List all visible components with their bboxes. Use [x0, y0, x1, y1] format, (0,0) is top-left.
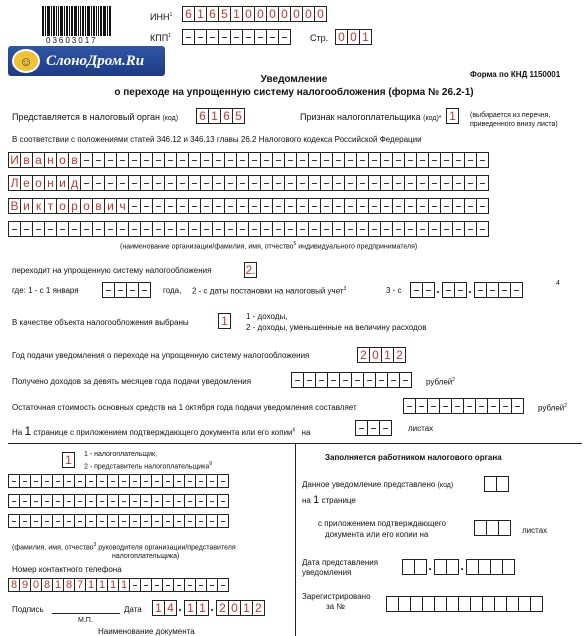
date-cell[interactable]: 1 — [240, 600, 253, 616]
kpp-cell[interactable] — [278, 29, 291, 45]
inn-cell[interactable]: 6 — [206, 6, 219, 22]
signer-name-row[interactable] — [8, 514, 228, 528]
transition-date-field[interactable] — [410, 282, 522, 298]
kpp-label: КПП$^1$ — [150, 33, 171, 43]
name-cell[interactable]: и — [20, 198, 33, 214]
office-reg-label: Зарегистрировано за № — [302, 592, 371, 611]
name-row[interactable] — [8, 175, 488, 191]
name-cell[interactable]: к — [32, 198, 45, 214]
year-cell[interactable]: 2 — [393, 347, 406, 363]
income-label: Получено доходов за девять месяцев года подачи уведомления — [12, 377, 252, 386]
signer-name-fields[interactable] — [8, 474, 228, 534]
registration-cell[interactable] — [530, 596, 543, 612]
office-section-title: Заполняется работником налогового органа — [325, 453, 502, 462]
name-cell[interactable] — [476, 198, 489, 214]
phone-cell[interactable]: 0 — [30, 578, 42, 592]
year-cell[interactable]: 1 — [381, 347, 394, 363]
office-on-line: на 1 странице — [302, 494, 356, 506]
name-cell[interactable]: в — [68, 152, 81, 168]
watermark-text: СлоноДром.Ru — [46, 52, 145, 69]
name-cell[interactable] — [476, 175, 489, 191]
phone-cell[interactable]: 1 — [85, 578, 97, 592]
elephant-icon: ☺ — [12, 49, 40, 73]
name-row[interactable] — [8, 221, 488, 237]
barcode — [42, 6, 112, 36]
office-code-cell[interactable] — [496, 476, 509, 492]
transition-year-label: года, — [163, 286, 182, 295]
tax-office-code-cell[interactable]: 1 — [208, 108, 221, 124]
signer-name-row[interactable] — [8, 494, 228, 508]
pages-line: На 1 странице с приложением подтверждающего документа или его копии$^6$ на — [12, 424, 311, 438]
object-label: В качестве объекта налогообложения выбраны — [12, 318, 189, 327]
name-cell[interactable] — [476, 152, 489, 168]
year-cell[interactable]: 2 — [357, 347, 370, 363]
mp-label: М.П. — [78, 617, 93, 624]
taxpayer-attr-label: Признак налогоплательщика (код)* — [300, 112, 442, 122]
phone-cell[interactable]: 8 — [8, 578, 20, 592]
barcode-number: 03603017 — [46, 36, 98, 45]
date-cell[interactable] — [454, 282, 467, 298]
inn-cell[interactable]: 1 — [194, 6, 207, 22]
inn-cell[interactable]: 0 — [302, 6, 315, 22]
phone-cell[interactable] — [217, 578, 229, 592]
signer-name-cell[interactable] — [217, 494, 229, 508]
name-cell[interactable]: д — [68, 175, 81, 191]
year-field[interactable] — [357, 347, 405, 363]
signer-name-row[interactable] — [8, 474, 228, 488]
inn-cell[interactable]: 6 — [182, 6, 195, 22]
income-cell[interactable] — [399, 372, 412, 388]
object-field[interactable] — [218, 313, 230, 329]
office-line1: Данное уведомление представлено (код) — [302, 480, 454, 489]
inn-cell[interactable]: 0 — [290, 6, 303, 22]
office-date-cell[interactable] — [502, 559, 515, 575]
name-row[interactable] — [8, 152, 488, 168]
date-cell[interactable]: 1 — [196, 600, 209, 616]
name-caption: (наименование организации/фамилия, имя, отчество$^5$ индивидуального предпринимателя) — [120, 241, 418, 251]
signer-type-field[interactable] — [62, 452, 74, 468]
date-cell[interactable]: 1 — [184, 600, 197, 616]
doc-name-label: Наименование документа — [98, 627, 195, 636]
transition-opt3: 3 - с — [386, 286, 402, 295]
office-attach1: с приложением подтверждающего — [318, 519, 447, 528]
date-cell[interactable]: 0 — [228, 600, 241, 616]
page-cell[interactable]: 1 — [359, 29, 372, 45]
inn-cell[interactable]: 0 — [314, 6, 327, 22]
phone-cell[interactable]: 9 — [19, 578, 31, 592]
year-label: Год подачи уведомления о переходе на упрощенную систему налогообложения — [12, 351, 310, 360]
title-line1: Уведомление — [260, 74, 328, 85]
name-cell[interactable]: в — [92, 198, 105, 214]
name-cell[interactable]: И — [8, 152, 21, 168]
pages-suffix: листах — [408, 424, 434, 433]
date-cell[interactable] — [510, 282, 523, 298]
name-cell[interactable]: и — [56, 175, 69, 191]
phone-label: Номер контактного телефона — [12, 565, 122, 574]
legal-basis: В соответствии с положениями статей 346.12 и 346.13 главы 26.2 Налогового кодекса Российской Федерации — [12, 135, 422, 144]
inn-cell[interactable]: 0 — [242, 6, 255, 22]
date-separator: . — [460, 559, 464, 573]
date-separator: . — [210, 600, 214, 614]
signer-type-cell[interactable]: 1 — [62, 452, 75, 468]
office-date-label: Дата представления уведомления — [302, 558, 379, 577]
name-cell[interactable]: а — [32, 152, 45, 168]
sheets-cell[interactable] — [379, 420, 392, 436]
transition-opt1: где: 1 - с 1 января — [12, 286, 79, 295]
name-cell[interactable]: Л — [8, 175, 21, 191]
signature-line[interactable] — [52, 613, 120, 614]
name-cell[interactable]: о — [56, 152, 69, 168]
date-separator: . — [178, 600, 182, 614]
attachment-sheets-field[interactable] — [355, 420, 391, 436]
date-separator: . — [468, 282, 472, 296]
assets-cell[interactable] — [511, 398, 524, 414]
object-opt2: 2 - доходы, уменьшенные на величину расходов — [246, 323, 427, 332]
tax-office-code-cell[interactable]: 6 — [196, 108, 209, 124]
signer-opt2: 2 - представитель налогоплательщика$^9$ — [84, 461, 213, 471]
office-sheets-cell[interactable] — [498, 520, 511, 536]
phone-cell[interactable]: 1 — [118, 578, 130, 592]
inn-cell[interactable]: 5 — [218, 6, 231, 22]
name-cell[interactable]: В — [8, 198, 21, 214]
inn-cell[interactable]: 1 — [230, 6, 243, 22]
tax-office-code-field[interactable] — [196, 108, 244, 124]
name-fields[interactable] — [8, 152, 488, 237]
transition-label: переходит на упрощенную систему налогообложения — [12, 266, 212, 275]
tax-office-code-cell[interactable]: 5 — [232, 108, 245, 124]
registration-number-field[interactable] — [386, 596, 542, 612]
name-cell[interactable] — [476, 221, 489, 237]
phone-cell[interactable]: 7 — [74, 578, 86, 592]
name-cell[interactable]: н — [44, 152, 57, 168]
sign-date-field[interactable] — [152, 600, 264, 616]
name-cell[interactable]: в — [20, 152, 33, 168]
signer-name-cell[interactable] — [217, 474, 229, 488]
page-cell[interactable]: 0 — [347, 29, 360, 45]
watermark-logo — [8, 46, 165, 76]
phone-cell[interactable]: 1 — [52, 578, 64, 592]
name-row[interactable] — [8, 198, 488, 214]
kpp-field[interactable] — [182, 29, 290, 45]
phone-cell[interactable]: 8 — [41, 578, 53, 592]
inn-cell[interactable]: 0 — [266, 6, 279, 22]
page-number-field[interactable] — [335, 29, 371, 45]
office-attach2: документа или его копии на — [325, 530, 429, 539]
signer-opt1: 1 - налогоплательщик, — [84, 451, 158, 458]
name-cell[interactable]: о — [80, 198, 93, 214]
name-cell[interactable]: р — [68, 198, 81, 214]
taxpayer-attr-note: (выбирается из перечня, приведенного внизу листа) — [470, 112, 558, 128]
object-opt1: 1 - доходы, — [246, 312, 288, 321]
transition-field[interactable] — [244, 262, 256, 278]
date-cell[interactable]: 2 — [216, 600, 229, 616]
transition-opt3-sup: 4 — [556, 280, 560, 287]
name-cell[interactable]: ч — [116, 198, 129, 214]
year-cell[interactable]: 0 — [369, 347, 382, 363]
date-cell[interactable] — [422, 282, 435, 298]
taxpayer-attr-cell[interactable]: 1 — [446, 108, 459, 124]
inn-label: ИНН$^1$ — [150, 12, 173, 22]
signer-caption: (фамилия, имя, отчество$^3$ руководителя организации/представителя налогоплательщика) — [12, 542, 236, 561]
assets-unit: рублей$^2$ — [538, 403, 568, 413]
transition-cell[interactable]: 2. — [245, 263, 256, 277]
tax-office-label: Представляется в налоговый орган (код) — [12, 112, 179, 122]
phone-cell[interactable]: 1 — [107, 578, 119, 592]
date-separator: . — [436, 282, 440, 296]
date-separator: . — [428, 559, 432, 573]
taxpayer-attr-field[interactable] — [446, 108, 458, 124]
date-label: Дата — [124, 605, 142, 614]
name-cell[interactable]: и — [104, 198, 117, 214]
transition-year-field[interactable] — [102, 282, 150, 298]
office-code-field[interactable] — [484, 476, 508, 492]
form-code: Форма по КНД 1150001 — [470, 70, 561, 79]
office-date-cell[interactable] — [446, 559, 459, 575]
income-field[interactable] — [291, 372, 411, 388]
date-cell[interactable]: 2 — [252, 600, 265, 616]
name-cell[interactable]: о — [32, 175, 45, 191]
object-cell[interactable]: 1 — [218, 313, 231, 329]
name-cell[interactable]: н — [44, 175, 57, 191]
name-cell[interactable]: т — [44, 198, 57, 214]
title-line2: о переходе на упрощенную систему налогообложения (форма № 26.2-1) — [114, 87, 474, 98]
assets-field[interactable] — [403, 398, 523, 414]
phone-cell[interactable]: 8 — [63, 578, 75, 592]
office-date-cell[interactable] — [414, 559, 427, 575]
phone-field[interactable] — [8, 578, 228, 592]
signer-name-cell[interactable] — [217, 514, 229, 528]
column-divider — [295, 443, 296, 636]
name-cell[interactable]: о — [56, 198, 69, 214]
office-date-field[interactable] — [402, 559, 514, 575]
transition-opt2: 2 - с даты постановки на налоговый учет$^3$ — [192, 286, 347, 296]
income-unit: рублей$^2$ — [426, 377, 456, 387]
office-attach-suffix: листах — [522, 526, 548, 535]
page-cell[interactable]: 0 — [335, 29, 348, 45]
date-cell[interactable]: 1 — [152, 600, 165, 616]
inn-field[interactable] — [182, 6, 326, 22]
assets-label: Остаточная стоимость основных средств на 1 октября года подачи уведомления составляет — [12, 403, 357, 412]
sign-label: Подпись — [12, 605, 44, 614]
inn-cell[interactable]: 0 — [254, 6, 267, 22]
name-cell[interactable]: е — [20, 175, 33, 191]
year-cell[interactable] — [138, 282, 151, 298]
tax-office-code-cell[interactable]: 6 — [220, 108, 233, 124]
page-label: Стр. — [310, 33, 329, 43]
phone-cell[interactable]: 1 — [96, 578, 108, 592]
date-cell[interactable]: 4 — [164, 600, 177, 616]
office-sheets-field[interactable] — [474, 520, 510, 536]
inn-cell[interactable]: 0 — [278, 6, 291, 22]
